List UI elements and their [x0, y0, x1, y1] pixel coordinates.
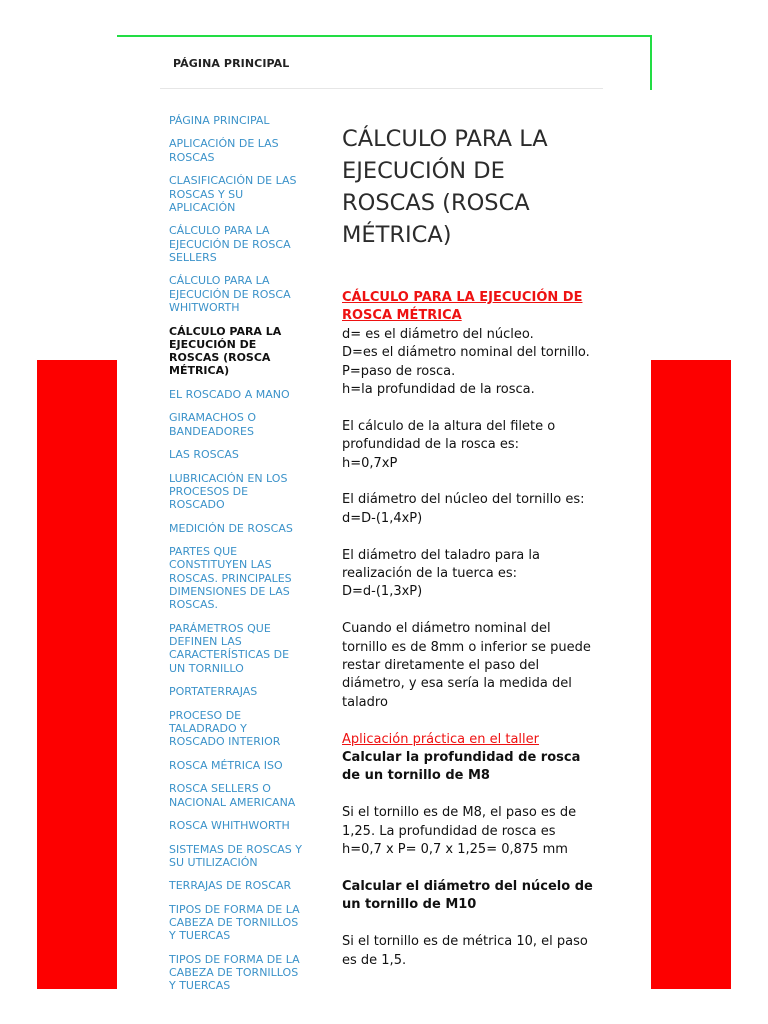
decorative-red-panel-right [651, 360, 731, 989]
sidebar-item-las-roscas[interactable]: LAS ROSCAS [169, 448, 239, 462]
example-1-text: Si el tornillo es de M8, el paso es de 1,25. La profundidad de rosca es h=0,7 x P= 0,7 x 1,25= 0,875 mm [342, 805, 577, 858]
sidebar-item-pagina-principal[interactable]: PÁGINA PRINCIPAL [169, 114, 270, 127]
header-divider [160, 88, 603, 89]
core-diameter-block [342, 491, 594, 528]
sidebar-item-calculo-sellers[interactable]: CÁLCULO PARA LA EJECUCIÓN DE ROSCA SELLERS [169, 224, 291, 264]
sidebar-item-whithworth[interactable]: ROSCA WHITHWORTH [169, 819, 290, 833]
header-right-border [650, 35, 652, 90]
section-heading: CÁLCULO PARA LA EJECUCIÓN DE ROSCA MÉTRICA [342, 290, 583, 324]
definitions-block [342, 289, 594, 399]
sidebar-item-lubricacion[interactable]: LUBRICACIÓN EN LOS PROCESOS DE ROSCADO [169, 471, 288, 512]
sidebar-item-sistemas[interactable]: SISTEMAS DE ROSCAS Y SU UTILIZACIÓN [169, 842, 302, 869]
page-title: CÁLCULO PARA LA EJECUCIÓN DE ROSCAS (ROSCA MÉTRICA) [342, 126, 548, 248]
sidebar-item-taladrado[interactable]: PROCESO DE TALADRADO Y ROSCADO INTERIOR [169, 708, 281, 749]
site-title-link[interactable]: PÁGINA PRINCIPAL [173, 57, 290, 70]
definition-line: P=paso de rosca. [342, 363, 456, 379]
sidebar-item-clasificacion-roscas[interactable]: CLASIFICACIÓN DE LAS ROSCAS Y SU APLICACIÓN [169, 174, 297, 214]
example-2-text: Si el tornillo es de métrica 10, el paso es de 1,5. [342, 934, 588, 968]
sidebar-item-giramachos[interactable]: GIRAMACHOS O BANDEADORES [169, 411, 257, 438]
sidebar-item-tipos-cabeza-2[interactable]: TIPOS DE FORMA DE LA CABEZA DE TORNILLOS Y TUERCAS [169, 952, 300, 993]
drill-diameter-formula: D=d-(1,3xP) [342, 584, 423, 600]
definition-line: D=es el diámetro nominal del tornillo. [342, 345, 590, 361]
thread-height-formula: h=0,7xP [342, 455, 398, 471]
sidebar-item-parametros[interactable]: PARÁMETROS QUE DEFINEN LAS CARACTERÍSTICAS DE UN TORNILLO [169, 621, 290, 675]
note-paragraph: Cuando el diámetro nominal del tornillo es de 8mm o inferior se puede restar diretamente el paso del diámetro, y esa sería la medida del taladro [342, 621, 591, 710]
example-2-heading: Calcular el diámetro del núcelo de un tornillo de M10 [342, 878, 593, 913]
decorative-red-panel-left [37, 360, 117, 989]
thread-height-text: El cálculo de la altura del filete o profundidad de la rosca es: [342, 418, 556, 453]
practice-heading: Aplicación práctica en el taller [342, 731, 539, 747]
sidebar-item-roscado-mano[interactable]: EL ROSCADO A MANO [169, 387, 290, 401]
sidebar-item-tipos-cabeza-1[interactable]: TIPOS DE FORMA DE LA CABEZA DE TORNILLOS Y TUERCAS [169, 902, 300, 943]
example-1-heading: Calcular la profundidad de rosca de un tornillo de M8 [342, 750, 581, 784]
sidebar-item-calculo-whitworth[interactable]: CÁLCULO PARA LA EJECUCIÓN DE ROSCA WHITWORTH [169, 274, 291, 315]
sidebar-item-aplicacion-roscas[interactable]: APLICACIÓN DE LAS ROSCAS [169, 137, 279, 164]
drill-diameter-text: El diámetro del taladro para la realización de la tuerca es: [342, 547, 540, 582]
header-top-border [117, 35, 652, 37]
definition-line: h=la profundidad de la rosca. [342, 382, 535, 398]
core-diameter-text: El diámetro del núcleo del tornillo es: [342, 492, 585, 508]
sidebar-item-calculo-metrica[interactable]: CÁLCULO PARA LA EJECUCIÓN DE ROSCAS (ROSCA MÉTRICA) [169, 324, 282, 378]
definition-line: d= es el diámetro del núcleo. [342, 326, 534, 342]
sidebar-item-metrica-iso[interactable]: ROSCA MÉTRICA ISO [169, 758, 283, 772]
practice-block [342, 731, 594, 786]
sidebar-item-sellers[interactable]: ROSCA SELLERS O NACIONAL AMERICANA [169, 782, 296, 809]
sidebar-item-terrajas[interactable]: TERRAJAS DE ROSCAR [169, 879, 292, 893]
thread-height-block [342, 418, 594, 473]
core-diameter-formula: d=D-(1,4xP) [342, 510, 423, 526]
sidebar-item-portaterrajas[interactable]: PORTATERRAJAS [169, 685, 258, 699]
main-content [342, 123, 594, 988]
sidebar-item-medicion[interactable]: MEDICIÓN DE ROSCAS [169, 521, 293, 535]
sidebar-nav [169, 114, 305, 1003]
drill-diameter-block [342, 547, 594, 602]
sidebar-item-partes[interactable]: PARTES QUE CONSTITUYEN LAS ROSCAS. PRINCIPALES DIMENSIONES DE LAS ROSCAS. [169, 545, 292, 612]
